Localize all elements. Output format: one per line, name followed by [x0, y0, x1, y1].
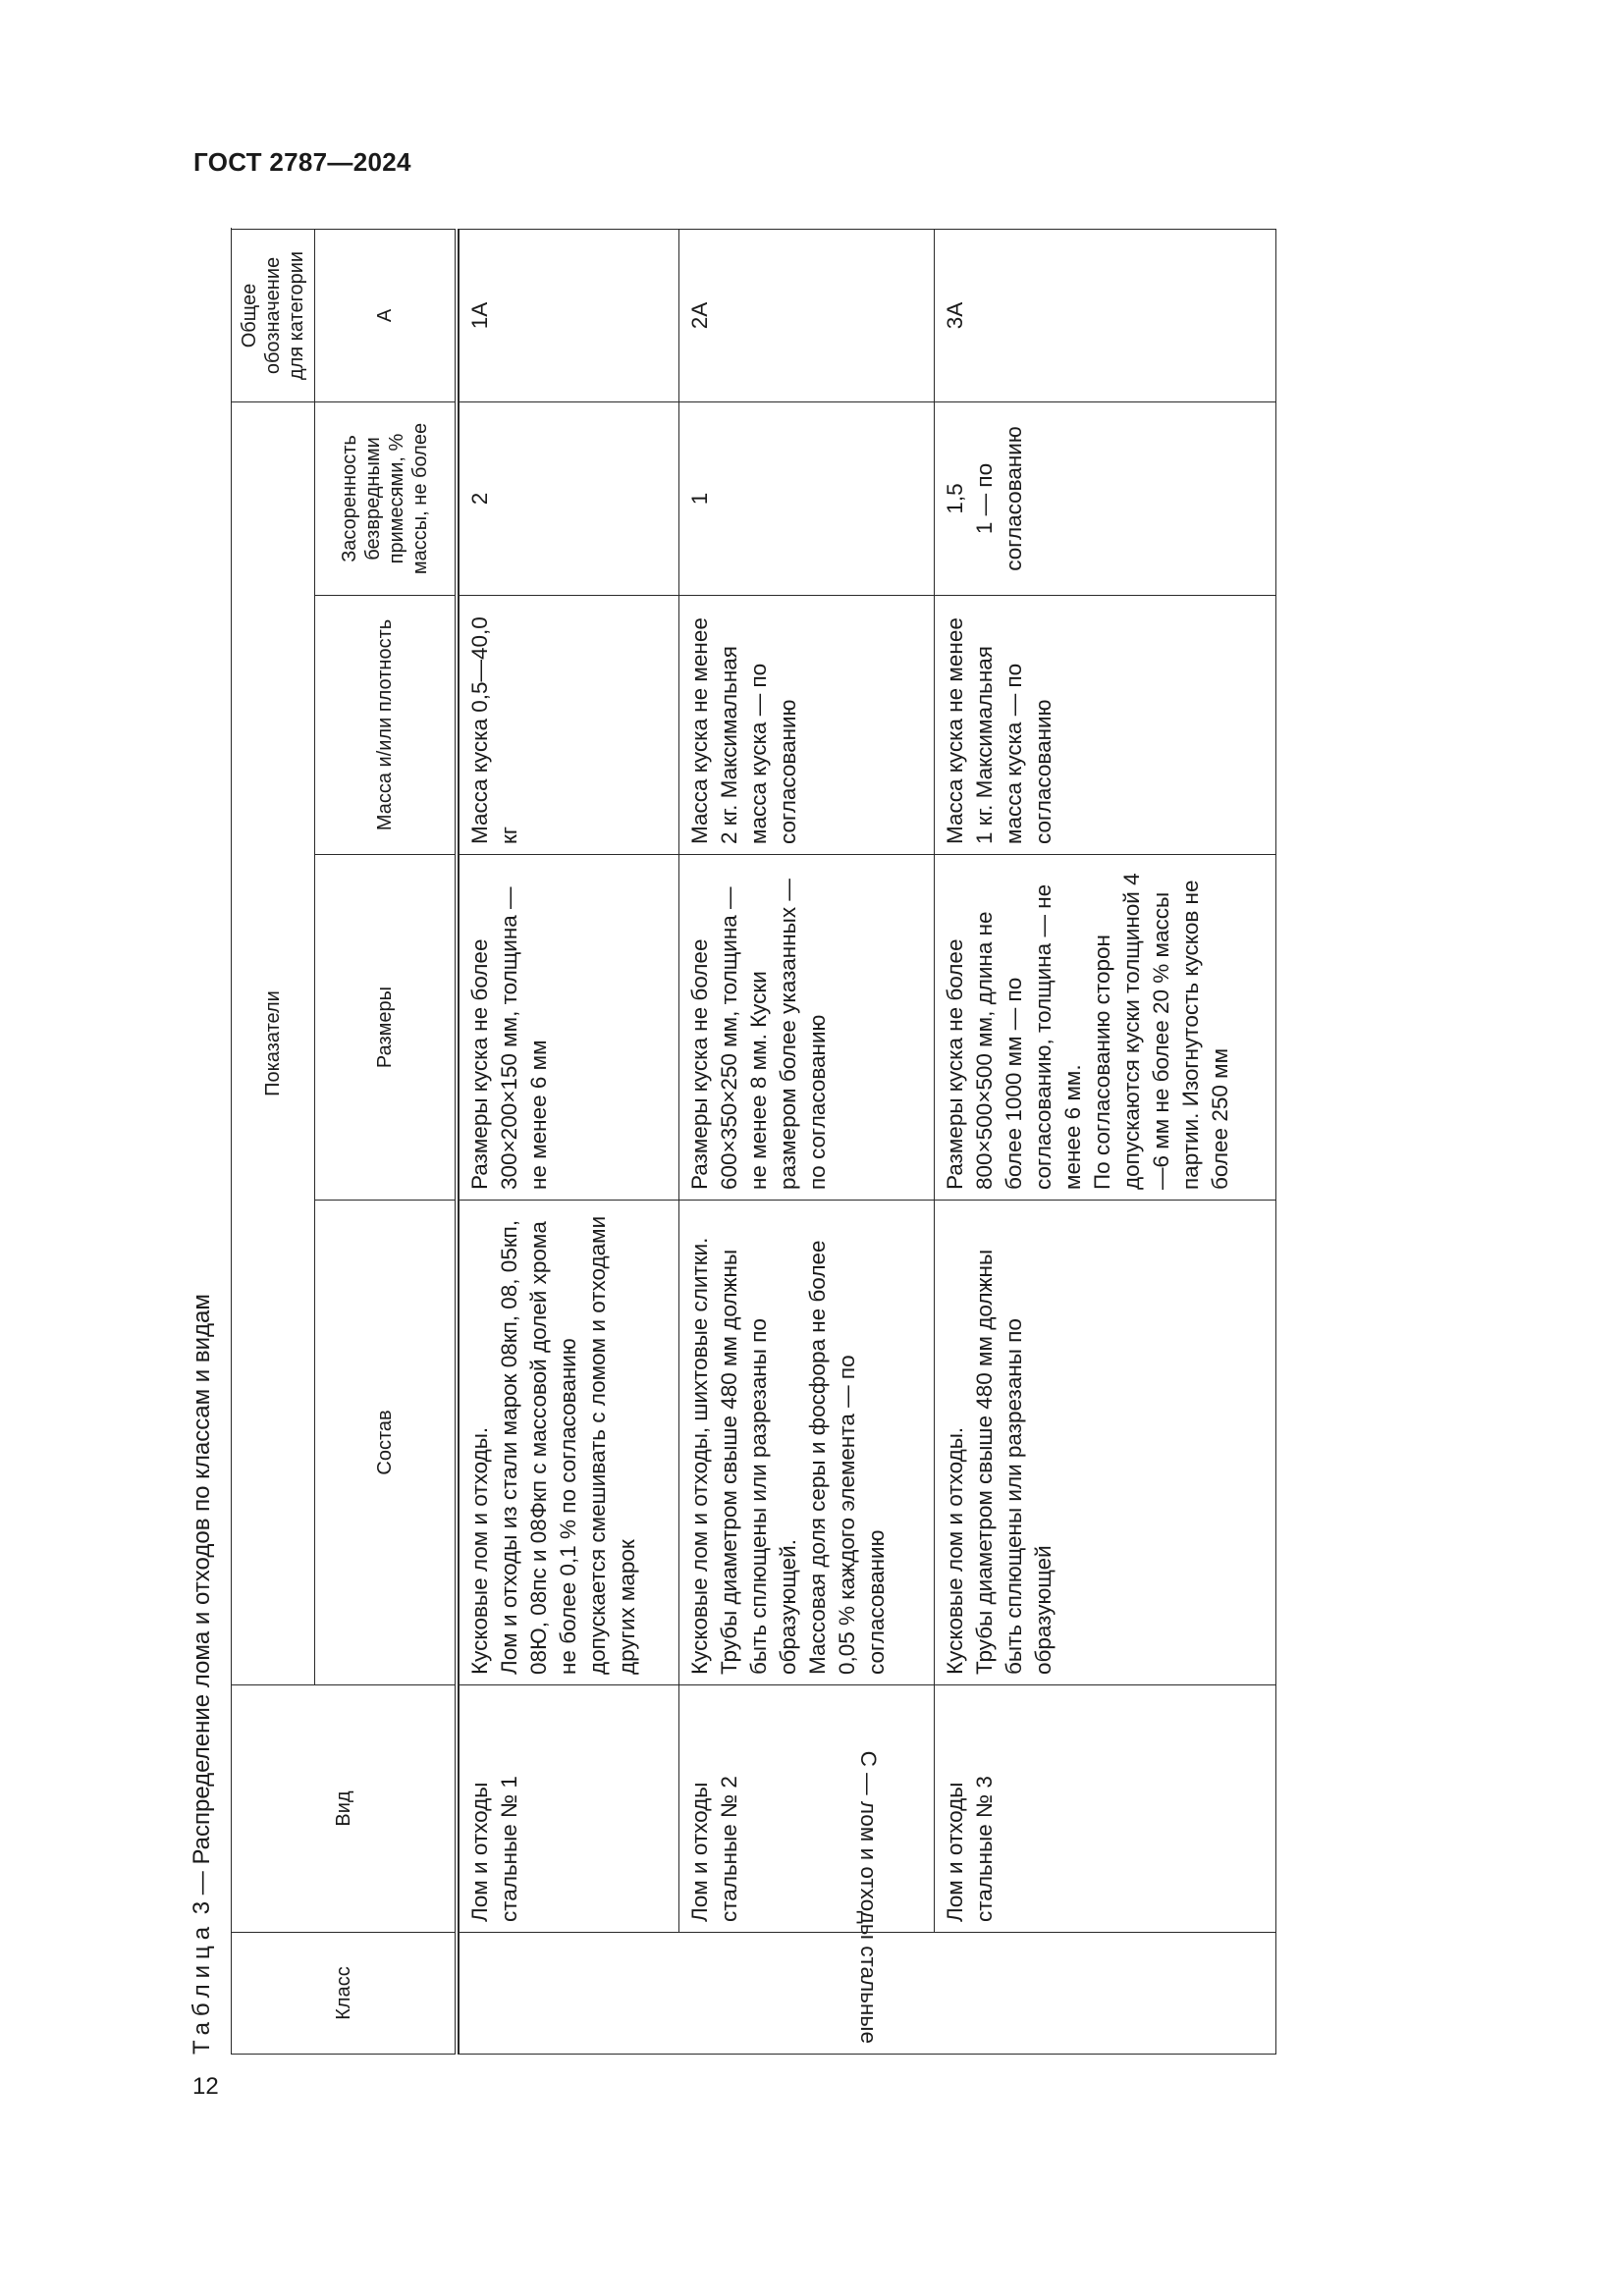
sizes-cell: Размеры куска не более 300×200×150 мм, толщина — не менее 6 мм	[460, 855, 679, 1201]
header-kind: Вид	[232, 1685, 458, 1933]
kind-cell: Лом и отходы стальные № 1	[460, 1685, 679, 1933]
header-sizes: Размеры	[315, 855, 458, 1201]
table-row	[460, 230, 679, 2055]
header-cat-a: А	[315, 230, 458, 402]
kind-cell: Лом и отходы стальные № 3	[935, 1685, 1276, 1933]
table-row	[679, 230, 935, 2055]
class-label: С — лом и отходы стальные	[855, 1750, 881, 2044]
table-caption	[185, 1294, 220, 2055]
mass-cell: Масса куска 0,5—40,0 кг	[460, 596, 679, 855]
header-designation: Общее обозначение для категории	[232, 230, 315, 402]
header-indicators: Показатели	[232, 402, 315, 1685]
header-class: Класс	[232, 1933, 458, 2055]
composition-cell: Кусковые лом и отходы. Лом и отходы из стали марок 08кп, 08, 05кп, 08Ю, 08пс и 08Фкп с массовой долей хрома не более 0,1 % по согласованию допускается смешивать с ломом и отходами других марок	[460, 1201, 679, 1685]
kind-cell: Лом и отходы стальные № 2	[679, 1685, 935, 1933]
sizes-cell: Размеры куска не более 600×350×250 мм, толщина — не менее 8 мм. Куски размером более указанных — по согласованию	[679, 855, 935, 1201]
header-contamination: Засоренность безвредными примесями, % массы, не более	[315, 402, 458, 596]
table-row	[935, 230, 1276, 2055]
header-row-1	[232, 230, 315, 2055]
contamination-cell: 2	[460, 402, 679, 596]
composition-cell: Кусковые лом и отходы, шихтовые слитки. Трубы диаметром свыше 480 мм должны быть сплющены или разрезаны по образующей. Массовая доля серы и фосфора не более 0,05 % каждого элемента — по согласованию	[679, 1201, 935, 1685]
table-caption-text: 3 — Распределение лома и отходов по классам и видам	[189, 1294, 215, 1921]
cat-a-cell: 3А	[935, 230, 1276, 402]
document-title: ГОСТ 2787—2024	[193, 147, 411, 177]
sizes-cell: Размеры куска не более 800×500×500 мм, длина не более 1000 мм — по согласованию, толщина — не менее 6 мм. По согласованию сторон допускаются куски толщиной 4—6 мм не более 20 % массы партии. Изогнутость кусков не более 250 мм	[935, 855, 1276, 1201]
mass-cell: Масса куска не менее 2 кг. Максимальная масса куска — по согласованию	[679, 596, 935, 855]
mass-cell: Масса куска не менее 1 кг. Максимальная масса куска — по согласованию	[935, 596, 1276, 855]
composition-cell: Кусковые лом и отходы. Трубы диаметром свыше 480 мм должны быть сплющены или разрезаны по образующей	[935, 1201, 1276, 1685]
header-mass: Масса и/или плотность	[315, 596, 458, 855]
cat-a-cell: 1А	[460, 230, 679, 402]
page-number: 12	[192, 2073, 219, 2100]
table-caption-prefix: Таблица	[189, 1920, 215, 2055]
rotated-table-area	[185, 229, 1461, 2055]
header-composition: Состав	[315, 1201, 458, 1685]
cat-a-cell: 2А	[679, 230, 935, 402]
scrap-distribution-table	[231, 229, 1276, 2055]
contamination-cell: 1	[679, 402, 935, 596]
contamination-cell: 1,5 1 — по согласованию	[935, 402, 1276, 596]
